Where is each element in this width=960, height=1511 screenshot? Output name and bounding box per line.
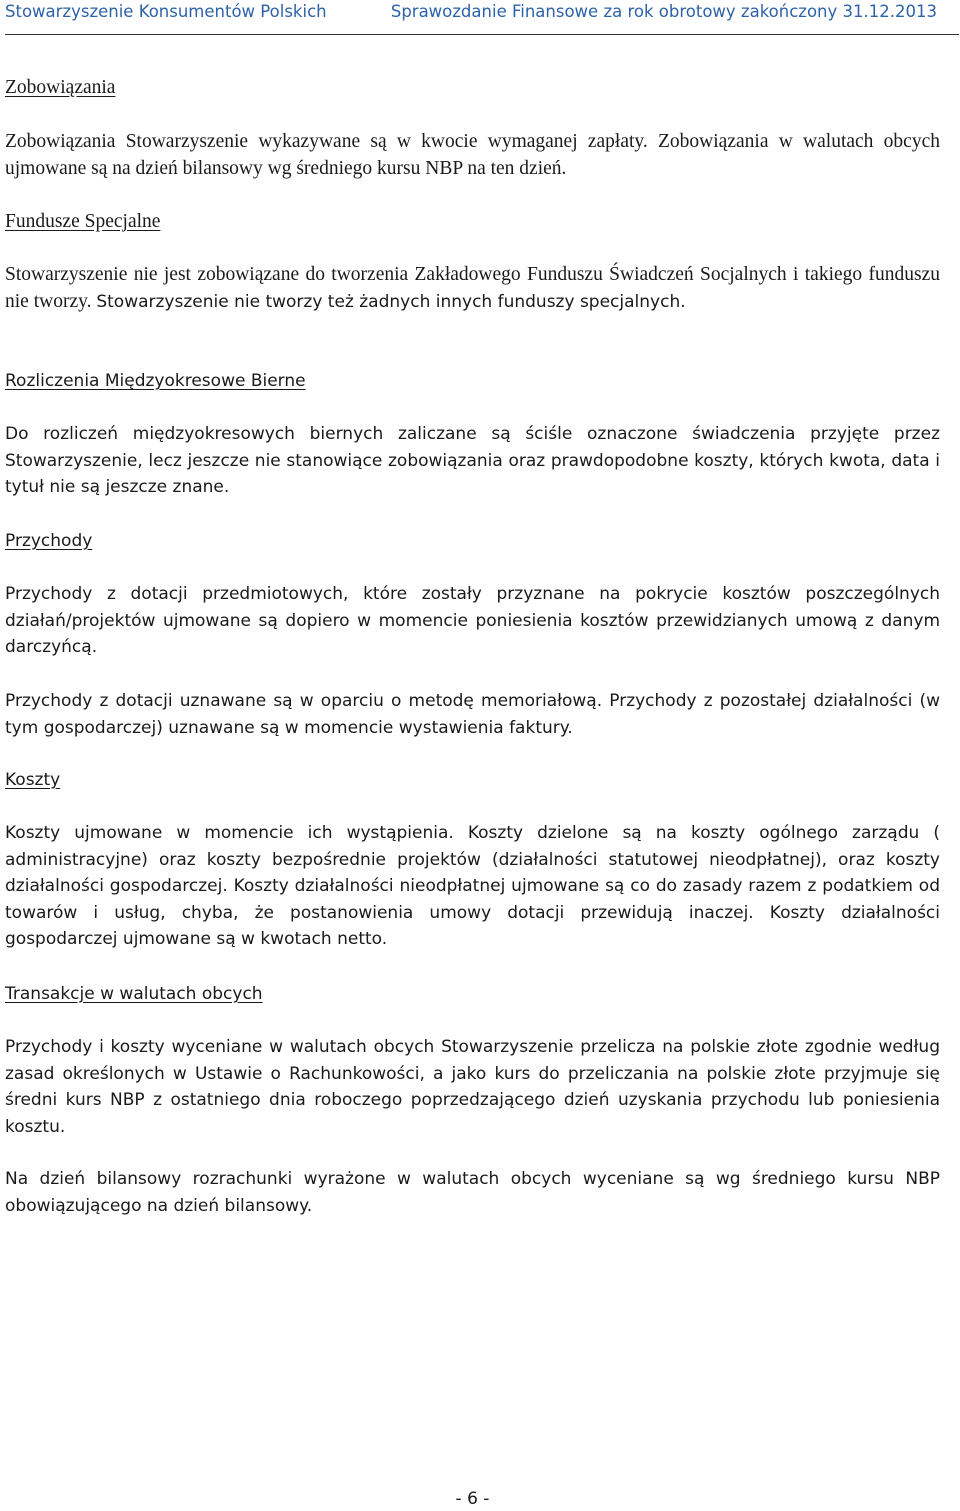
heading-transakcje: Transakcje w walutach obcych (5, 984, 263, 1004)
heading-przychody: Przychody (5, 531, 93, 551)
header-organization: Stowarzyszenie Konsumentów Polskich (5, 2, 327, 21)
heading-rozliczenia: Rozliczenia Międzyokresowe Bierne (5, 371, 306, 391)
paragraph-fundusze-part2: Stowarzyszenie nie tworzy też żadnych innych funduszy specjalnych. (96, 292, 686, 312)
paragraph-zobowiazania: Zobowiązania Stowarzyszenie wykazywane są w kwocie wymaganej zapłaty. Zobowiązania w walutach obcych ujmowane są na dzień bilansowy wg średniego kursu NBP na ten dzień. (5, 131, 940, 179)
paragraph-przychody-2: Przychody z dotacji uznawane są w oparciu o metodę memoriałową. Przychody z pozostałej działalności (w tym gospodarczej) uznawane są w momencie wystawienia faktury. (5, 691, 940, 738)
paragraph-fundusze-specjalne (5, 261, 940, 316)
paragraph-transakcje-2: Na dzień bilansowy rozrachunki wyrażone w walutach obcych wyceniane są wg średniego kursu NBP obowiązującego na dzień bilansowy. (5, 1169, 940, 1216)
heading-zobowiazania: Zobowiązania (5, 77, 116, 98)
page-number: - 6 - (455, 1489, 490, 1509)
paragraph-rozliczenia: Do rozliczeń międzyokresowych biernych zaliczane są ściśle oznaczone świadczenia przyjęte przez Stowarzyszenie, lecz jeszcze nie stanowiące zobowiązania oraz prawdopodobne koszty, których kwota, data i tytuł nie są jeszcze znane. (5, 424, 940, 497)
heading-fundusze-specjalne: Fundusze Specjalne (5, 211, 161, 232)
page-header (5, 0, 959, 35)
paragraph-koszty: Koszty ujmowane w momencie ich wystąpienia. Koszty dzielone są na koszty ogólnego zarządu ( administracyjne) oraz koszty bezpośrednie projektów (działalności statutowej nieodpłatnej), oraz koszty działalności gospodarczej. Koszty działalności nieodpłatnej ujmowane są co do zasady razem z podatkiem od towarów i usług, chyba, że postanowienia umowy dotacji przewidują inaczej. Koszty działalności gospodarczej ujmowane są w kwotach netto. (5, 823, 940, 949)
header-report-title: Sprawozdanie Finansowe za rok obrotowy zakończony 31.12.2013 (390, 2, 937, 21)
paragraph-transakcje-1: Przychody i koszty wyceniane w walutach obcych Stowarzyszenie przelicza na polskie złote zgodnie według zasad określonych w Ustawie o Rachunkowości, a jako kurs do przeliczania na polskie złote przyjmuje się średni kurs NBP z ostatniego dnia roboczego poprzedzającego dzień uzyskania przychodu lub poniesienia kosztu. (5, 1037, 940, 1137)
paragraph-przychody-1: Przychody z dotacji przedmiotowych, które zostały przyznane na pokrycie kosztów poszczególnych działań/projektów ujmowane są dopiero w momencie poniesienia kosztów przewidzianych umową z danym darczyńcą. (5, 584, 940, 657)
heading-koszty: Koszty (5, 770, 61, 790)
paragraph-fundusze-part1: Stowarzyszenie nie jest zobowiązane do tworzenia Zakładowego Funduszu Świadczeń Socjalnych i takiego funduszu nie tworzy. (5, 264, 940, 312)
